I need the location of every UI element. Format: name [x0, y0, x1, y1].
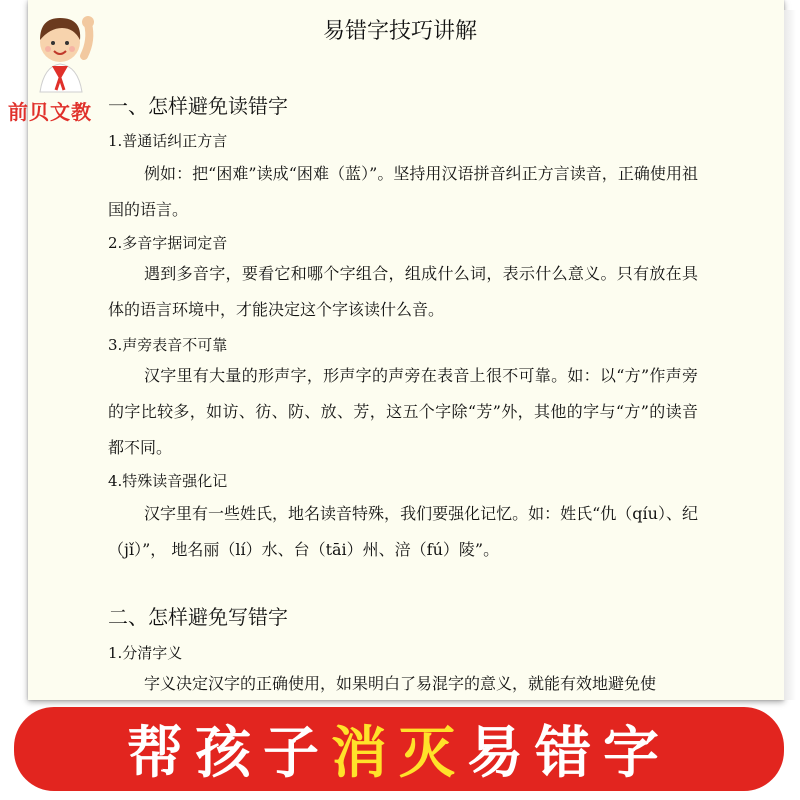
paragraph: 汉字里有一些姓氏，地名读音特殊，我们要强化记忆。如：姓氏“仇（qíu）、纪（jǐ）”， 地名丽（lí）水、台（tāi）州、涪（fú）陵”。: [108, 504, 698, 559]
banner-text-part1: 帮孩子: [127, 721, 331, 786]
subsection-heading: 1.普通话纠正方言: [108, 132, 228, 150]
subsection-heading: 1.分清字义: [108, 644, 183, 662]
paragraph: 字义决定汉字的正确使用，如果明白了易混字的意义，就能有效地避免使: [144, 674, 657, 693]
section-heading: 一、怎样避免读错字: [108, 94, 288, 118]
page-title: 易错字技巧讲解: [322, 19, 477, 44]
banner-text-part2: 易错字: [467, 721, 671, 786]
paragraph: 例如：把“困难”读成“困难（蓝）”。坚持用汉语拼音纠正方言读音，正确使用祖国的语言。: [108, 164, 698, 219]
subsection-heading: 3.声旁表音不可靠: [108, 336, 228, 354]
paragraph: 汉字里有大量的形声字，形声字的声旁在表音上很不可靠。如：以“方”作声旁的字比较多，如访、彷、防、放、芳，这五个字除“芳”外，其他的字与“方”的读音都不同。: [108, 366, 698, 457]
brand-name: 前贝文教: [8, 100, 92, 124]
section-heading: 二、怎样避免写错字: [108, 605, 288, 629]
banner-highlight: 消灭: [331, 721, 467, 786]
promo-banner: [14, 707, 784, 791]
subsection-heading: 2.多音字据词定音: [108, 234, 228, 252]
paragraph: 遇到多音字，要看它和哪个字组合，组成什么词，表示什么意义。只有放在具体的语言环境中，才能决定这个字该读什么音。: [108, 264, 698, 319]
subsection-heading: 4.特殊读音强化记: [108, 472, 228, 490]
